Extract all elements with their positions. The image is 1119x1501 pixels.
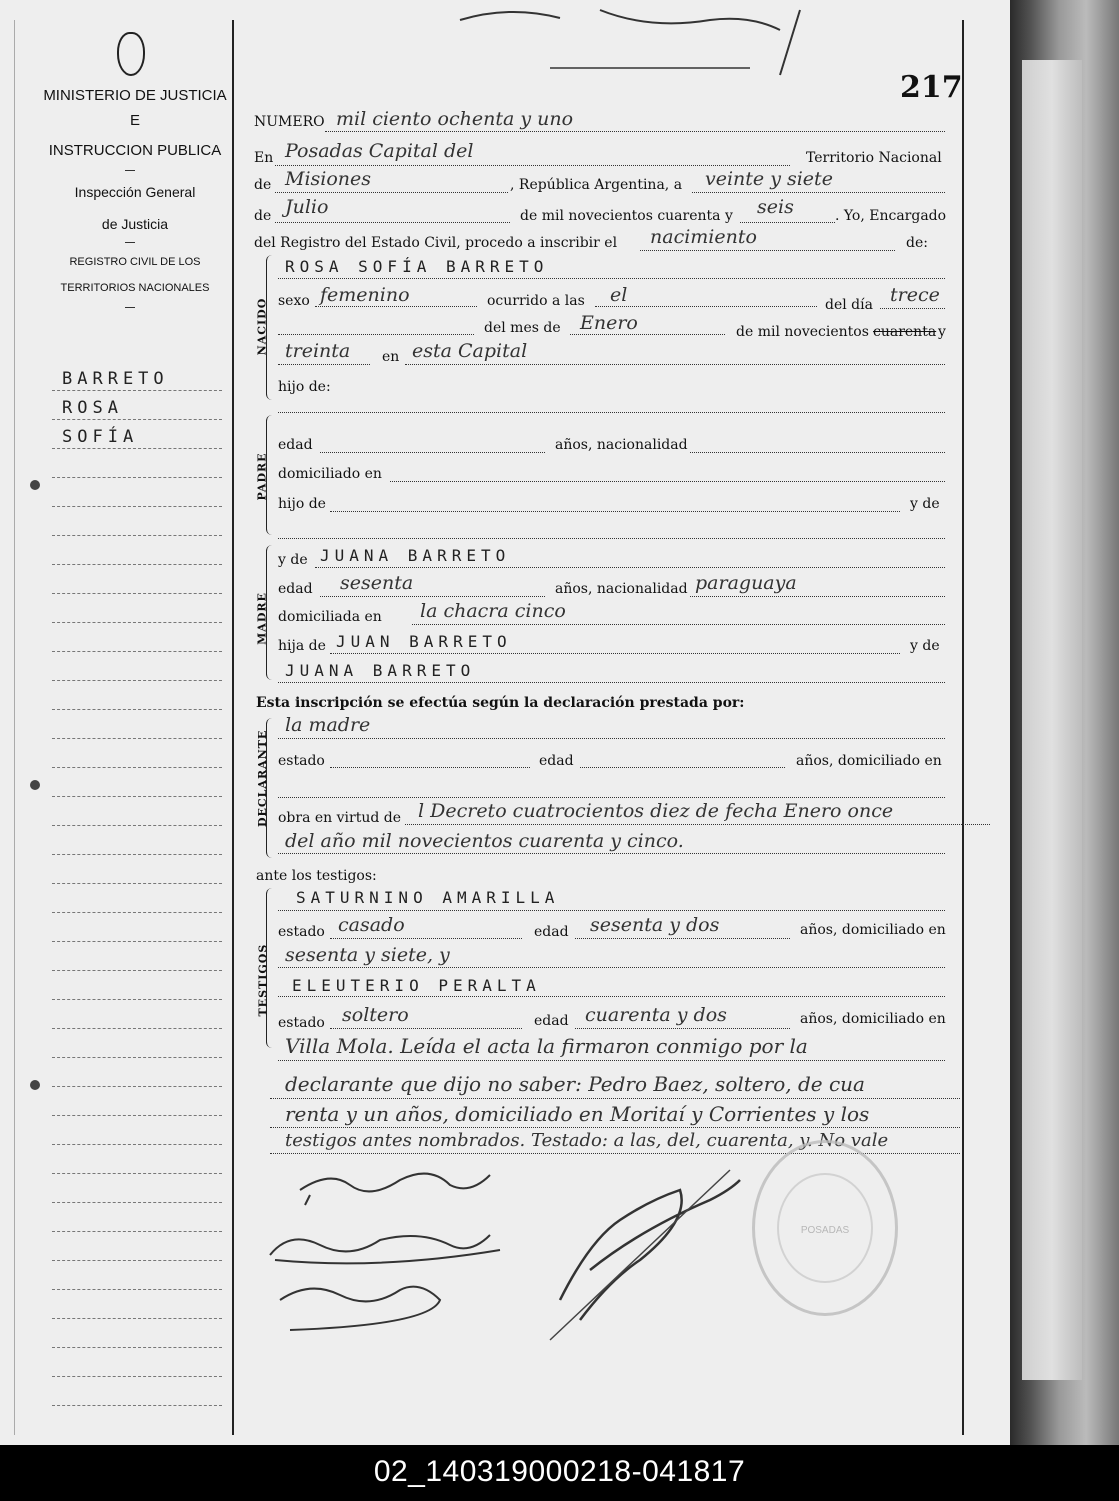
madre-padre-line [330,653,900,654]
blank-line [278,334,474,335]
testigo2-line [278,996,945,997]
divider [125,307,135,308]
page-number: 217 [900,70,963,105]
margin-rule [52,854,222,855]
nac-anio-value: treinta [285,340,351,362]
lugar-line [405,364,945,365]
nac-anio-line [278,364,370,365]
t1-estado-value: casado [338,914,405,936]
t1-anios-label: años, domiciliado en [800,922,946,938]
de-value: Misiones [285,168,372,190]
binding-hole [30,780,40,790]
side-label-testigos: TESTIGOS [256,943,270,1017]
hora-line [595,306,817,307]
anio-value: seis [757,196,794,218]
t1-domicilio-value: sesenta y siete, y [285,944,450,966]
de-line [275,192,508,193]
delmes-value: Enero [580,312,638,334]
binding-hole [30,1080,40,1090]
side-label-nacido: NACIDO [255,297,269,356]
padre-extra-line [278,538,945,539]
header-line7: TERRITORIOS NACIONALES [60,282,210,294]
t2-anios-label: años, domiciliado en [800,1011,946,1027]
official-stamp [752,1140,898,1316]
lugar-value: esta Capital [412,340,528,362]
madre-edad-value: sesenta [340,572,414,594]
testigos-label: ante los testigos: [256,868,377,884]
margin-surname: BARRETO [62,369,169,389]
decl-edad-label: edad [539,753,574,769]
declarante-line [278,738,945,739]
t1-estado-label: estado [278,924,325,940]
obra-value-1: l Decreto cuatrocientos diez de fecha Enero once [418,800,894,822]
header-line5: de Justicia [101,216,169,232]
signatures [260,1160,780,1360]
hora-value: el [610,284,628,306]
coat-of-arms-icon [117,32,145,76]
hijo-label: hijo de: [278,379,331,395]
padre-hijo-label: hijo de [278,496,326,512]
t1-domicilio-line [278,967,945,968]
margin-rule [52,825,222,826]
anio-line [740,222,835,223]
margin-rule [52,709,222,710]
registro-label: del Registro del Estado Civil, procedo a inscribir el [254,235,618,251]
padre-name-line [278,412,945,413]
numero-value: mil ciento ochenta y uno [336,108,574,130]
margin-rule [52,1318,222,1319]
side-label-padre: PADRE [255,452,269,501]
madre-nombre-line [315,567,945,568]
document-id: 02_140319000218-041817 [373,1455,746,1488]
margin-rule [52,622,222,623]
margin-rule [52,564,222,565]
madre-domicilio-line [412,624,945,625]
divider [125,170,135,171]
margin-rule [52,1115,222,1116]
t2-domicilio-value: Villa Mola. Leída el acta la firmaron conmigo por la [285,1034,808,1058]
padre-domicilio-line [390,481,945,482]
madre-padre-value: JUAN BARRETO [336,632,512,651]
delmes-label: del mes de [484,320,561,336]
t2-edad-label: edad [534,1013,569,1029]
milnov-y: y [938,324,946,340]
madre-hija-label: hija de [278,638,326,654]
margin-rule [52,796,222,797]
madre-edad-line [320,596,545,597]
obra-line-2 [278,853,945,854]
margin-rule [52,1057,222,1058]
t2-edad-value: cuarenta y dos [585,1004,727,1026]
decl-estado-line [330,767,530,768]
margin-rule [52,1405,222,1406]
obra-line-1 [405,824,990,825]
stamp-text: POSADAS [800,1225,850,1236]
divider [125,242,135,243]
cierre-rule-2 [270,1098,960,1099]
t1-edad-line [575,938,790,939]
padre-hijo-line [330,511,900,512]
margin-rule [52,1260,222,1261]
header-line1: MINISTERIO DE JUSTICIA [43,87,227,104]
republica-label: , República Argentina, a [510,177,683,193]
padre-nac-line [690,452,945,453]
t2-domicilio-line [278,1060,945,1061]
testigo1-nombre: SATURNINO AMARILLA [296,888,560,907]
binding-hole [30,480,40,490]
mes-line [275,222,510,223]
numero-line [325,131,945,132]
t2-estado-line [330,1028,522,1029]
cierre-line-4: testigos antes nombrados. Testado: a las, del, cuarenta, y. No vale [285,1130,889,1151]
margin-rule [52,1202,222,1203]
en-label: En [254,150,274,166]
en-line [275,165,790,166]
dia-value: veinte y siete [705,168,833,190]
de3-label: de: [906,235,928,251]
margin-rule [52,941,222,942]
t1-estado-line [330,938,522,939]
margin-rule [52,999,222,1000]
en2-label: en [382,349,400,365]
margin-rule [52,419,222,420]
adjacent-page-edge [1022,60,1082,1380]
ocurrido-label: ocurrido a las [487,293,585,309]
de-label: de [254,177,272,193]
t1-edad-value: sesenta y dos [590,914,720,936]
decl-anios-label: años, domiciliado en [796,753,942,769]
milnov-struck: cuarenta [873,324,937,340]
margin-rule [52,767,222,768]
declarante-value: la madre [285,714,371,736]
decl-edad-line [580,767,785,768]
territorio-label: Territorio Nacional [806,150,942,166]
encargado-label: . Yo, Encargado [835,208,947,224]
obra-value-2: del año mil novecientos cuarenta y cinco. [285,830,684,852]
milnov-label: de mil novecientos [736,324,869,340]
padre-yde-label: y de [910,496,940,512]
margin-rule [52,1231,222,1232]
side-label-declarante: DECLARANTE [256,729,269,827]
madre-domicilio-value: la chacra cinco [420,600,566,622]
deldia-line [880,308,945,309]
t2-estado-value: soltero [342,1004,409,1026]
right-border [962,20,964,1435]
margin-rule [52,477,222,478]
header-line4: Inspección General [74,184,196,200]
madre-madre-line [278,682,945,683]
t1-edad-label: edad [534,924,569,940]
acto-value: nacimiento [650,226,757,248]
obra-label: obra en virtud de [278,810,402,826]
margin-rule [52,535,222,536]
sexo-line [315,306,477,307]
margin-rule [52,448,222,449]
delmes-line [570,334,725,335]
header-line2: E [129,112,140,129]
margin-rule [52,1028,222,1029]
margin-rule [52,1144,222,1145]
madre-nombre: JUANA BARRETO [320,546,511,565]
top-scribble [450,0,850,80]
en-value: Posadas Capital del [285,140,474,162]
mes-value: Julio [285,196,329,218]
margin-first-name: ROSA [62,398,123,418]
padre-edad-line [320,452,545,453]
padre-domicilio-label: domiciliado en [278,466,382,482]
sexo-label: sexo [278,293,310,309]
margin-rule [52,651,222,652]
margin-rule [52,1086,222,1087]
madre-yde-label: y de [910,638,940,654]
t2-edad-line [575,1028,790,1029]
margin-rule [52,738,222,739]
madre-madre-value: JUANA BARRETO [285,661,476,680]
nombre-value: ROSA SOFÍA BARRETO [285,257,549,276]
margin-rule [52,680,222,681]
madre-y-label: y de [278,552,308,568]
dia-line [692,192,945,193]
side-label-madre: MADRE [255,592,269,645]
margin-divider [232,20,234,1435]
margin-rule [52,912,222,913]
de2-label: de [254,208,272,224]
numero-label: NUMERO [254,114,325,130]
cierre-rule-3 [270,1127,960,1128]
testigo1-line [278,910,945,911]
madre-nac-line [690,596,945,597]
margin-second-name: SOFÍA [62,427,139,447]
margin-rule [52,593,222,594]
madre-domicilio-label: domiciliada en [278,609,382,625]
margin-rule [52,970,222,971]
padre-edad-label: edad [278,437,313,453]
margin-rule [52,390,222,391]
inscripcion-label: Esta inscripción se efectúa según la declaración prestada por: [256,695,745,711]
t2-estado-label: estado [278,1015,325,1031]
left-border [14,20,15,1435]
header-line6: REGISTRO CIVIL DE LOS [69,256,201,268]
margin-rule [52,1347,222,1348]
margin-rule [52,506,222,507]
anio-label: de mil novecientos cuarenta y [520,208,733,224]
acto-line [640,250,895,251]
madre-nac-value: paraguaya [695,572,797,594]
decl-domicilio-line [278,797,945,798]
header-line3: INSTRUCCION PUBLICA [48,142,222,159]
sexo-value: femenino [320,284,410,306]
deldia-label: del día [825,297,873,313]
margin-rule [52,883,222,884]
padre-anios-label: años, nacionalidad [555,437,688,453]
margin-rule [52,1289,222,1290]
madre-anios-label: años, nacionalidad [555,581,688,597]
deldia-value: trece [890,284,940,306]
cierre-line-3: renta y un años, domiciliado en Moritaí y Corrientes y los [285,1102,870,1126]
nombre-line [278,278,945,279]
margin-rule [52,1173,222,1174]
testigo2-nombre: ELEUTERIO PERALTA [292,976,541,995]
madre-edad-label: edad [278,581,313,597]
margin-rule [52,1376,222,1377]
decl-estado-label: estado [278,753,325,769]
cierre-line-2: declarante que dijo no saber: Pedro Baez, soltero, de cua [285,1072,865,1096]
